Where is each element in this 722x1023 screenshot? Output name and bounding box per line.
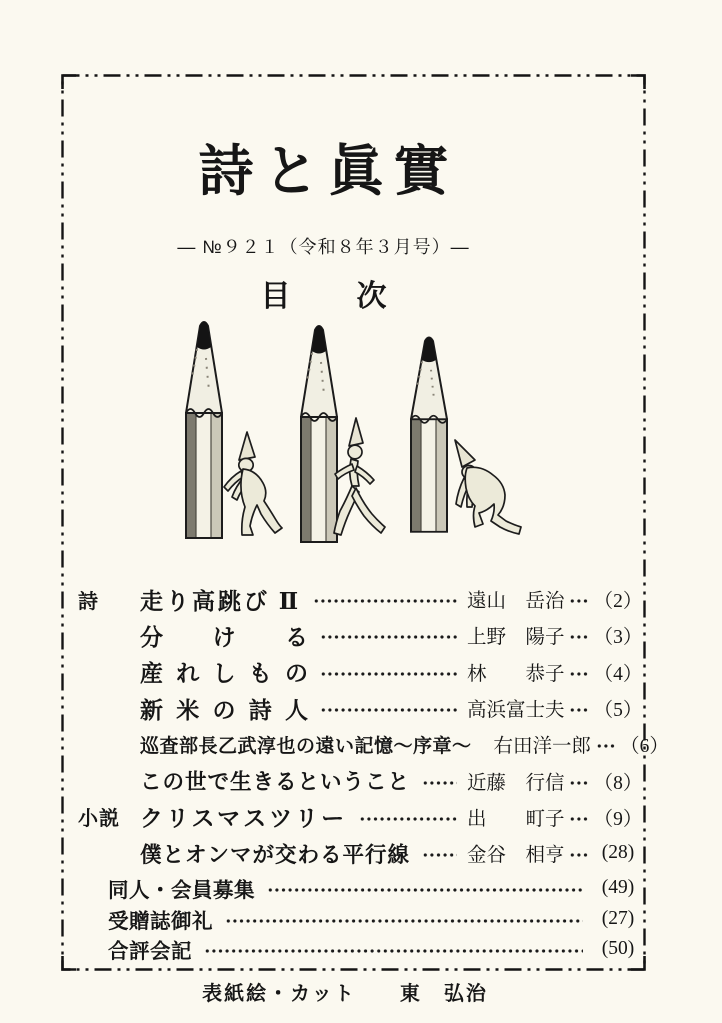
issue-number-line: — №９２１（令和８年３月号）— xyxy=(177,237,470,257)
author-name: 林 恭子 xyxy=(467,663,565,685)
table-row xyxy=(78,581,643,617)
page-number: （2） xyxy=(593,591,643,613)
dotted-leader xyxy=(422,780,457,786)
author-ellipsis xyxy=(569,671,589,677)
table-row xyxy=(78,654,643,690)
extra-label: 合評会記 xyxy=(108,941,192,964)
table-row xyxy=(78,799,643,835)
page-number: （6） xyxy=(620,736,669,758)
entry-title: 巡査部長乙武淳也の遠い記憶～序章～ xyxy=(140,735,472,757)
table-row xyxy=(78,762,643,798)
extra-label: 受贈誌御礼 xyxy=(108,910,213,933)
entry-title: 新 米 の 詩 人 xyxy=(140,697,308,723)
list-item xyxy=(108,934,643,965)
dotted-leader xyxy=(204,948,583,954)
toc-heading-right: 次 xyxy=(356,280,387,313)
list-item xyxy=(108,904,643,935)
entry-title: 走り高跳び Ⅱ xyxy=(140,588,302,614)
page-number: (50) xyxy=(601,938,635,960)
entry-title: クリスマスツリー xyxy=(140,806,348,832)
page-number: (27) xyxy=(601,907,635,929)
author-ellipsis xyxy=(569,707,589,713)
toc-heading xyxy=(62,271,585,315)
entry-title: この世で生きるということ xyxy=(140,770,411,795)
toc-extras-section xyxy=(108,873,643,965)
page-number: （9） xyxy=(593,808,643,830)
author-name: 金谷 相亨 xyxy=(467,845,565,867)
pencil-illustration xyxy=(163,316,531,546)
page-number: （5） xyxy=(593,700,643,722)
author-name: 近藤 行信 xyxy=(467,772,565,794)
page-number: (49) xyxy=(601,877,635,899)
category-label: 詩 xyxy=(78,590,99,613)
pencil-graphic-3 xyxy=(411,337,447,531)
author-ellipsis xyxy=(569,816,589,822)
page-number: （8） xyxy=(593,772,643,794)
entry-title: 産 れ し も の xyxy=(140,661,308,687)
author-ellipsis xyxy=(569,780,589,786)
entry-title: 僕とオンマが交わる平行線 xyxy=(140,842,411,867)
table-row xyxy=(78,617,643,653)
table-row xyxy=(78,835,643,871)
dotted-leader xyxy=(320,634,457,640)
author-name: 右田洋一郎 xyxy=(493,736,592,758)
dotted-leader xyxy=(313,598,457,604)
toc-section xyxy=(78,581,669,871)
page-number: （3） xyxy=(593,627,643,649)
pencil-graphic-1 xyxy=(186,322,222,538)
dotted-leader xyxy=(320,707,457,713)
entry-title: 分 け る xyxy=(140,624,308,650)
cover-art-credit: 表紙絵・カット 東 弘治 xyxy=(202,983,488,1005)
author-name: 上野 陽子 xyxy=(467,627,565,649)
dotted-leader xyxy=(225,918,583,924)
author-ellipsis xyxy=(569,634,589,640)
pencil-graphic-2 xyxy=(301,326,337,542)
page-number: (28) xyxy=(601,842,635,864)
category-label: 小説 xyxy=(78,808,120,831)
pixie-figure-walking xyxy=(334,418,385,535)
dotted-leader xyxy=(320,671,457,677)
list-item xyxy=(108,873,643,904)
author-name: 高浜富士夫 xyxy=(467,700,565,722)
pixie-figure-crawling xyxy=(455,440,521,534)
page-number: （4） xyxy=(593,663,643,685)
author-name: 遠山 岳治 xyxy=(467,591,565,613)
table-row xyxy=(78,726,669,762)
author-ellipsis xyxy=(569,852,589,858)
dotted-leader xyxy=(359,816,457,822)
table-row xyxy=(78,690,643,726)
extra-label: 同人・会員募集 xyxy=(108,880,255,903)
dotted-leader xyxy=(267,887,583,893)
pixie-figure-crouching xyxy=(224,432,282,535)
dotted-leader xyxy=(422,852,457,858)
author-ellipsis xyxy=(569,598,589,604)
magazine-title: 詩と眞實 xyxy=(198,141,459,202)
author-name: 出 町子 xyxy=(467,808,565,830)
author-ellipsis xyxy=(596,743,616,749)
toc-heading-left: 目 xyxy=(260,280,291,313)
